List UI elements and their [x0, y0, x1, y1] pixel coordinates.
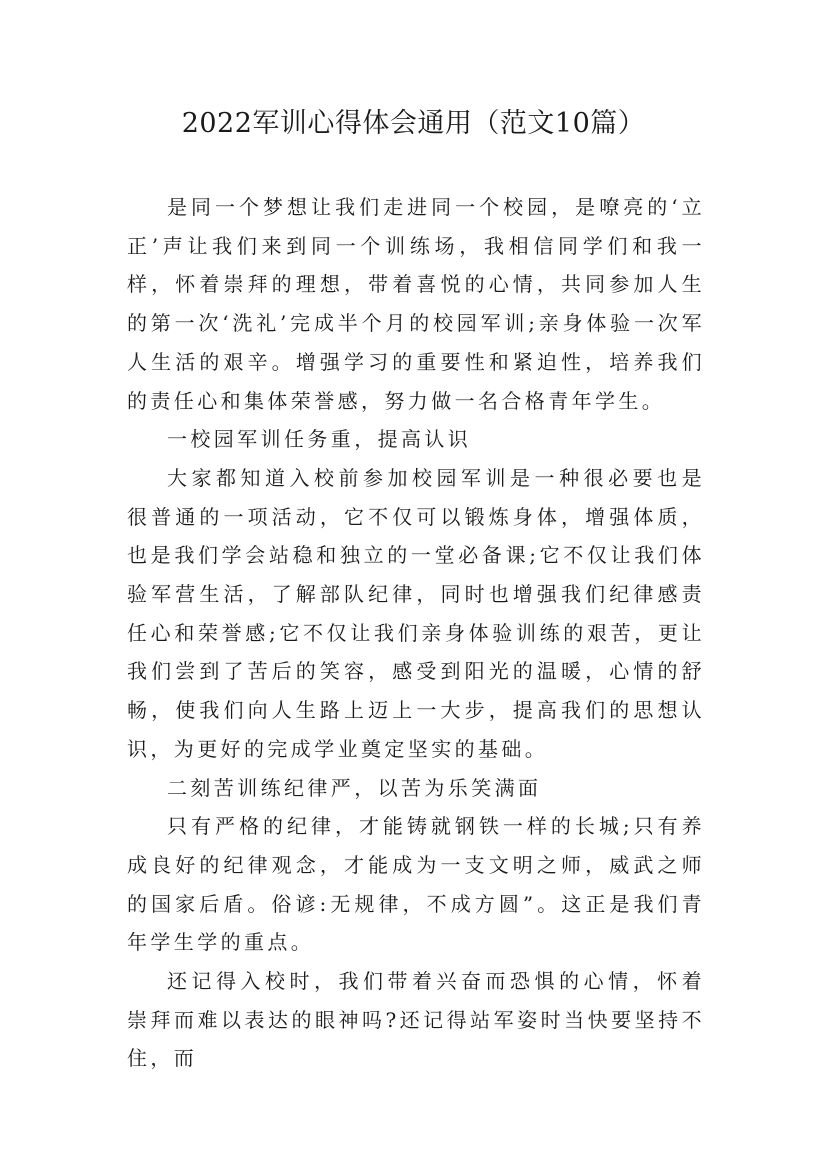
- paragraph-section-2: 只有严格的纪律，才能铸就钢铁一样的长城;只有养成良好的纪律观念，才能成为一支文明之师，威武之师的国家后盾。俗谚:无规律，不成方圆”。这正是我们青年学生学的重点。: [127, 814, 705, 955]
- document-body: [127, 188, 705, 1078]
- paragraph-intro: 是同一个梦想让我们走进同一个校园，是嘹亮的‘立正’声让我们来到同一个训练场，我相信同学们和我一样，怀着崇拜的理想，带着喜悦的心情，共同参加人生的第一次‘洗礼’完成半个月的校园军训;亲身体验一次军人生活的艰辛。增强学习的重要性和紧迫性，培养我们的责任心和集体荣誉感，努力做一名合格青年学生。: [127, 195, 705, 413]
- paragraph-section-1: 大家都知道入校前参加校园军训是一种很必要也是很普通的一项活动，它不仅可以锻炼身体，增强体质，也是我们学会站稳和独立的一堂必备课;它不仅让我们体验军营生活，了解部队纪律，同时也增强我们纪律感责任心和荣誉感;它不仅让我们亲身体验训练的艰苦，更让我们尝到了苦后的笑容，感受到阳光的温暖，心情的舒畅，使我们向人生路上迈上一大步，提高我们的思想认识，为更好的完成学业奠定坚实的基础。: [127, 465, 705, 761]
- document-title: 2022军训心得体会通用（范文10篇）: [181, 108, 646, 139]
- section-heading-1: 一校园军训任务重，提高认识: [167, 427, 472, 452]
- section-heading-2: 二刻苦训练纪律严，以苦为乐笑满面: [167, 775, 542, 800]
- paragraph-recall: 还记得入校时，我们带着兴奋而恐惧的心情，怀着崇拜而难以表达的眼神吗?还记得站军姿时当快要坚持不住，而: [127, 969, 705, 1071]
